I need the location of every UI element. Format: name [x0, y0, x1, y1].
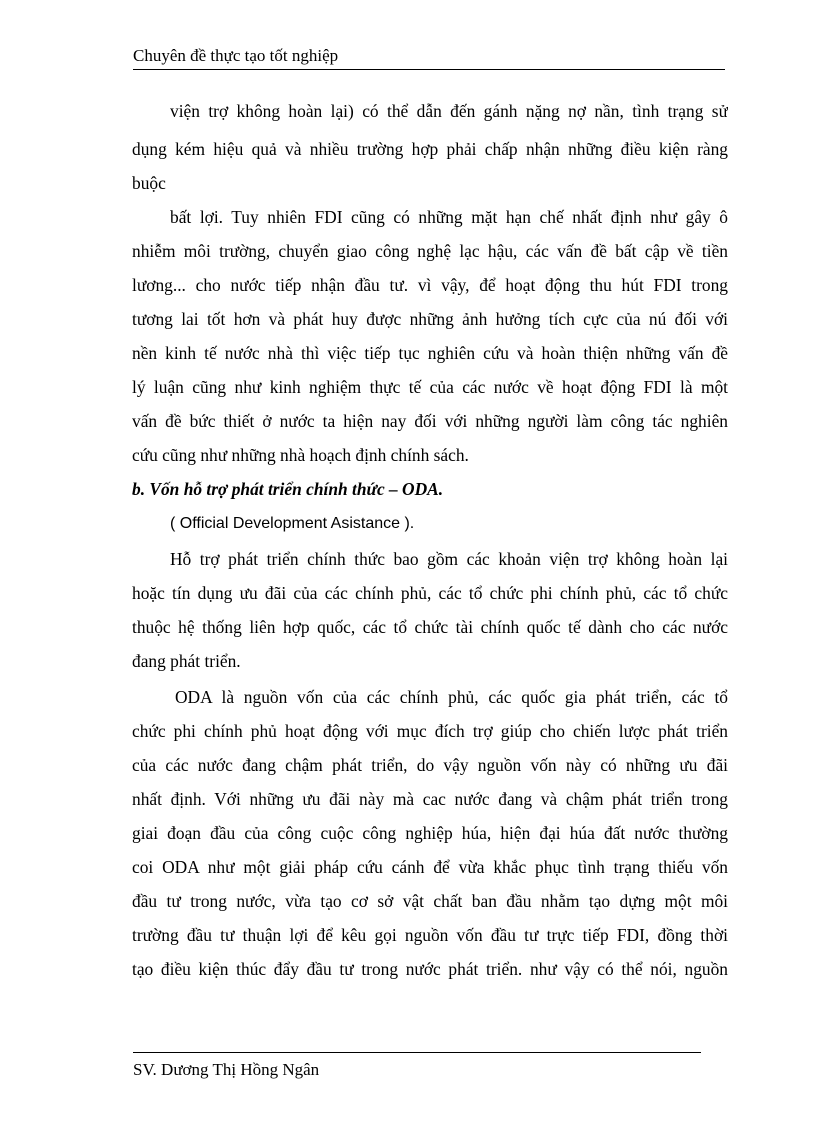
para2-line-1: bất lợi. Tuy nhiên FDI cũng có những mặt hạn chế nhất định như gây ô: [170, 207, 728, 227]
page-header: [133, 44, 725, 70]
para4-line-3: của các nước đang chậm phát triển, do vậy nguồn vốn này có những ưu đãi: [132, 755, 728, 775]
para4-line-4: nhất định. Với những ưu đãi này mà cac nước đang và chậm phát triển trong: [132, 789, 728, 809]
para1-line-1: viện trợ không hoàn lại) có thể dẫn đến gánh nặng nợ nần, tình trạng sử: [170, 101, 728, 121]
para4-line-6: coi ODA như một giải pháp cứu cánh để vừa khắc phục tình trạng thiếu vốn: [132, 857, 728, 877]
para2-line-2: nhiễm môi trường, chuyển giao công nghệ lạc hậu, các vấn đề bất cập về tiền: [132, 241, 728, 261]
page-footer: [133, 1058, 319, 1082]
para2-line-4: tương lai tốt hơn và phát huy được những ảnh hưởng tích cực của nú đối với: [132, 309, 728, 329]
para3-line-4: đang phát triển.: [132, 651, 241, 671]
para1-line-2: dụng kém hiệu quả và nhiều trường hợp phải chấp nhận những điều kiện ràng: [132, 139, 728, 159]
para4-line-1: ODA là nguồn vốn của các chính phủ, các quốc gia phát triển, các tổ: [175, 687, 728, 707]
header-title: Chuyên đề thực tạo tốt nghiệp: [133, 46, 339, 65]
para2-line-8: cứu cũng như những nhà hoạch định chính sách.: [132, 445, 469, 465]
para4-line-7: đầu tư trong nước, vừa tạo cơ sở vật chất ban đầu nhằm tạo dựng một môi: [132, 891, 728, 911]
para3-line-2: hoặc tín dụng ưu đãi của các chính phủ, các tổ chức phi chính phủ, các tổ chức: [132, 583, 728, 603]
para3-line-3: thuộc hệ thống liên hợp quốc, các tổ chức tài chính quốc tế dành cho các nước: [132, 617, 728, 637]
para3-line-1: Hỗ trợ phát triển chính thức bao gồm các khoản viện trợ không hoàn lại: [170, 549, 728, 569]
para2-line-7: vấn đề bức thiết ở nước ta hiện nay đối với những người làm công tác nghiên: [132, 411, 728, 431]
para4-line-8: trường đầu tư thuận lợi để kêu gọi nguồn vốn đầu tư trực tiếp FDI, đồng thời: [132, 925, 728, 945]
para1-line-3: buộc: [132, 173, 166, 193]
para2-line-5: nền kinh tế nước nhà thì việc tiếp tục nghiên cứu và hoàn thiện những vấn đề: [132, 343, 728, 363]
section-subheading: ( Official Development Asistance ).: [170, 515, 415, 532]
footer-author: SV. Dương Thị Hồng Ngân: [133, 1060, 320, 1079]
footer-divider: [133, 1052, 701, 1053]
para2-line-6: lý luận cũng như kinh nghiệm thực tế của các nước về hoạt động FDI là một: [132, 377, 728, 397]
para4-line-5: giai đoạn đầu của công cuộc công nghiệp húa, hiện đại húa đất nước thường: [132, 823, 728, 843]
para4-line-9: tạo điều kiện thúc đẩy đầu tư trong nước phát triển. như vậy có thể nói, nguồn: [132, 959, 728, 979]
section-heading: b. Vốn hỗ trợ phát triển chính thức – ODA.: [132, 479, 444, 499]
para4-line-2: chức phi chính phủ hoạt động với mục đích trợ giúp cho chiến lược phát triển: [132, 721, 728, 741]
para2-line-3: lương... cho nước tiếp nhận đầu tư. vì vậy, để hoạt động thu hút FDI trong: [132, 275, 728, 295]
